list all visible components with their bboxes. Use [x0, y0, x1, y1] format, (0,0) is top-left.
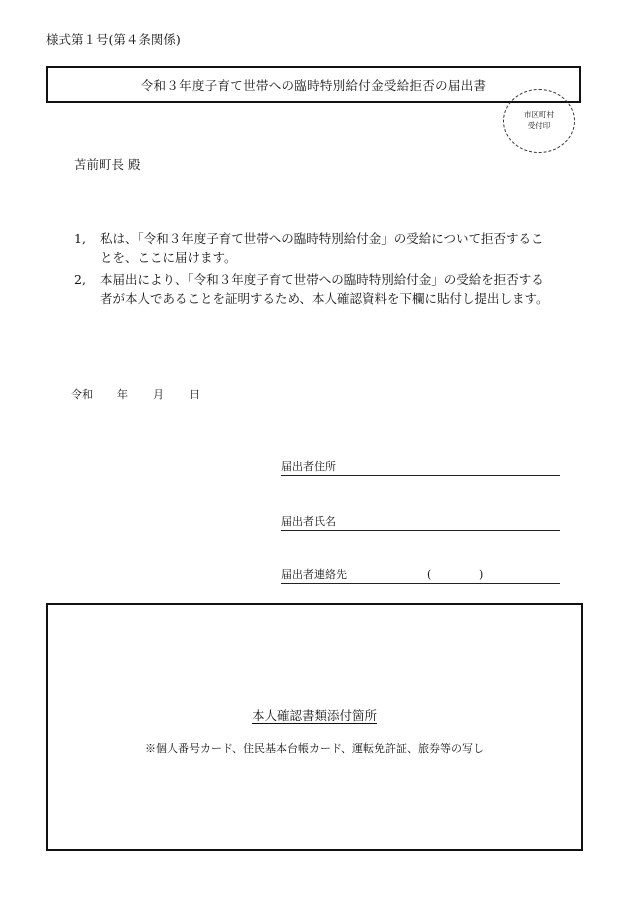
clause-2-text: 本届出により、「令和３年度子育て世帯への臨時特別給付金」の受給を拒否する者が本人であることを証明するため、本人確認資料を下欄に貼付し提出します。	[100, 272, 549, 306]
applicant-contact-label: 届出者連絡先	[281, 568, 347, 581]
applicant-contact-field[interactable]	[281, 566, 560, 584]
applicant-name-field[interactable]	[281, 513, 560, 531]
date-line	[71, 386, 200, 402]
applicant-address-label: 届出者住所	[281, 460, 336, 473]
clause-1	[74, 229, 554, 267]
date-month: 月	[153, 388, 164, 401]
addressee: 苫前町長 殿	[74, 157, 141, 172]
reception-stamp-circle	[503, 89, 575, 153]
applicant-address-field[interactable]	[281, 458, 560, 476]
applicant-name-label: 届出者氏名	[281, 515, 336, 528]
clause-1-number: 1,	[74, 231, 86, 246]
attachment-title: 本人確認書類添付箇所	[251, 708, 377, 723]
attachment-title-wrap	[48, 706, 581, 724]
clause-2-number: 2,	[74, 272, 86, 287]
clause-1-text: 私は、「令和３年度子育て世帯への臨時特別給付金」の受給について拒否することを、ここに届けます。	[100, 231, 544, 265]
stamp-line-1: 市区町村	[524, 110, 554, 120]
date-day: 日	[189, 388, 200, 401]
clause-2	[74, 270, 554, 308]
title-box	[46, 66, 581, 103]
attachment-note: ※個人番号カード、住民基本台帳カード、運転免許証、旅券等の写し	[144, 742, 485, 755]
contact-paren-close: )	[479, 568, 484, 581]
date-era: 令和	[71, 388, 93, 401]
date-year: 年	[117, 388, 128, 401]
id-document-attachment-area	[46, 603, 583, 851]
contact-paren-open: (	[427, 568, 432, 581]
stamp-line-2: 受付印	[527, 121, 551, 130]
form-number: 様式第１号(第４条関係)	[46, 32, 181, 47]
document-title: 令和３年度子育て世帯への臨時特別給付金受給拒否の届出書	[140, 77, 487, 93]
declaration-clauses	[74, 229, 554, 311]
